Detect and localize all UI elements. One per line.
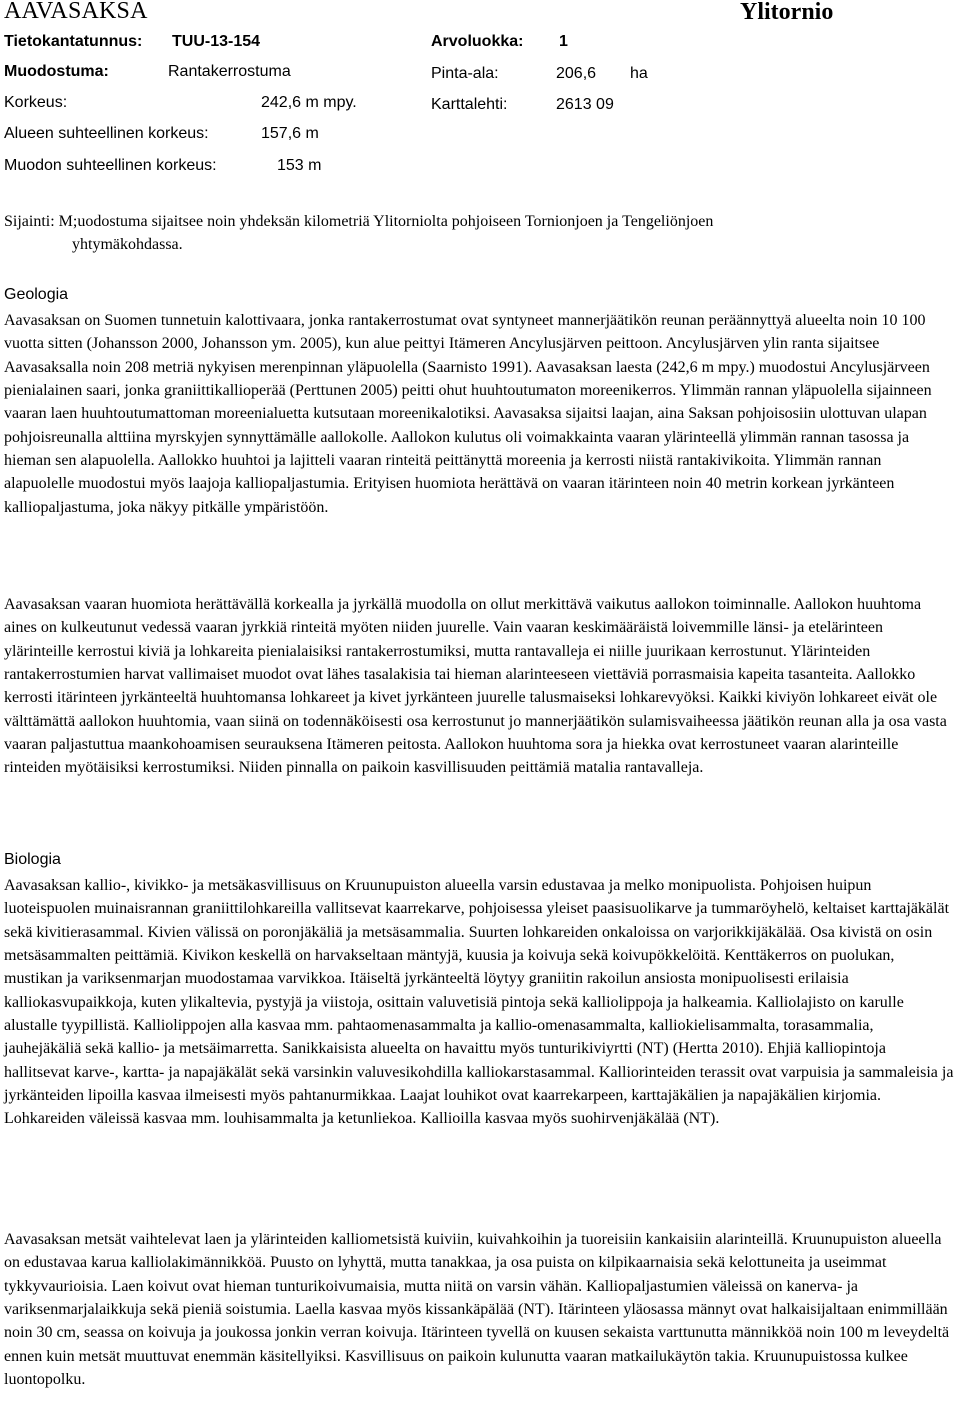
relative-height-value: 157,6 m [261,125,319,142]
biology-paragraph-2: Aavasaksan metsät vaihtelevat laen ja ylärinteiden kalliometsistä kuiviin, kuivahkoihin ja tuoreisiin kankaisiin alarinteillä. Kruunupuiston alueella on edustavaa karua kalliolakimännikköä. Puusto on lyhyttä, mutta tanakkaa, ja osa puista on kilpikaarnaisia sekä kelottuneita ja useimmat tykkyvaurioisia. Laen koivut ovat hieman tunturikoivumaisia, mutta niitä on varsin vähän. Kalliopaljastumien väleissä on kanerva- ja variksenmarjalaikkuja sekä pieniä soistumia. Laella kasvaa myös kissankäpälää (NT). Itärinteen yläosassa männyt ovat halkaisijaltaan enimmillään noin 30 cm, seassa on koivuja ja joukossa jonkin verran koivuja. Itärinteen tyvellä on kuusen sekaista varttunutta männikköä noin 100 m leveydeltä ennen kuin metsät muuttuvat enemmän käsitellyiksi. Kasvillisuus on paikoin kulunutta vaaran matkailukäytön takia. Kruunupuistossa kulkee luontopolku. [4,1231,950,1389]
area-value: 206,6 [556,65,597,82]
height-label: Korkeus: [4,94,68,111]
area-label: Pinta-ala: [431,65,499,82]
biology-heading: Biologia [4,851,61,868]
relative-height-label: Alueen suhteellinen korkeus: [4,125,209,142]
class-label: Arvoluokka: [431,33,524,50]
formation-label: Muodostuma: [4,63,109,80]
form-relative-height-label: Muodon suhteellinen korkeus: [4,157,217,174]
geology-paragraph-2: Aavasaksan vaaran huomiota herättävällä korkealla ja jyrkällä muodolla on ollut merkittävä vaikutus aallokon toiminnalle. Aallokon huuhtoma aines on kulkeutunut vedessä vaaran jyrkkiä rinteitä myöten niiden juurelle. Vain vaaran keskimääräistä loivemmille länsi- ja etelärinteen ylärinteille kerrostui kiviä ja lohkareita pienialaisiksi rantakerrostumiksi, mutta rantavalleja ei niille juurikaan kerrostunut. Ylärinteiden rantakerrostumien harvat vallimaiset muodot ovat lähes tasalakisia tai hieman alarinteeseen viettäviä porrasmaisia kapeita tasanteita. Aallokko kerrosti itärinteen jyrkänteeltä huuhtomansa lohkareet ja kivet jyrkänteen juurelle talusmaiseksi lohkarevyöksi. Kaikki kiviyön lohkareet eivät ole välttämättä aallokon huuhtomia, vaan siinä on todennäköisesti osa kerrostunut jo mannerjäätikön sulamisvaiheessa jäätikön reunan alla ja osa vasta vaaran paljastuttua maankohoamisen seurauksena Itämeren peitosta. Aallokon huuhtoma sora ja hiekka ovat kerrostuneet vaaran alarinteille rinteiden myötäisiksi kerrostumiksi. Niiden pinnalla on paikoin kasvillisuuden peittämiä matalia rantavalleja. [4,596,947,777]
form-relative-height-value: 153 m [277,157,322,174]
db-id-value: TUU-13-154 [172,33,261,50]
geology-heading: Geologia [4,286,69,303]
page-title: AAVASAKSA [4,0,148,24]
location-line-2: yhtymäkohdassa. [72,236,183,253]
biology-paragraph-1: Aavasaksan kallio-, kivikko- ja metsäkasvillisuus on Kruunupuiston alueella varsin edustavaa ja melko monipuolista. Pohjoisen huipun luoteispuolen muinaisrannan graniittilohkareilla vallitsevat kaarrekarve, pohjoisessa yleiset paasisuolikarve ja tummaröyhelö, keltaiset karttajäkälät sekä kivitierasammal. Kivien välissä on poronjäkäliä ja metsäsammalia. Suurten lohkareiden onkaloissa on varjorikkijäkälää. Osa kivistä on osin metsäsammalten peittämiä. Kivikon keskellä on harvakseltaan mäntyjä, kuusia ja koivuja sekä koivupökkelöitä. Kenttäkerros on puolukan, mustikan ja variksenmarjan muodostamaa varvikkoa. Itäiseltä jyrkänteeltä löytyy graniitin rakoilun ansiosta monipuolisesti erilaisia kalliokasvupaikkoja, kuten ylikaltevia, pystyjä ja viistoja, osittain valuvetisiä pintoja sekä kalliolippoja ja halkeamia. Kalliolajisto on karulle alustalle tyypillistä. Kalliolippojen alla kasvaa mm. pahtaomenasammalta ja kallio-omenasammalta, kalliokielisammalta, torasammalia, jauhejäkäliä sekä kallio- ja metsäimarretta. Sanikkaisista alueelta on havaittu myös tunturikiviyrtti (NT) (Hertta 2010). Ehjiä kalliopintoja hallitsevat karve-, kartta- ja napajäkälät sekä varsinkin valuvesikohdilla kalliokarstasammal. Kalliorinteiden terassit ovat varpuisia ja sammaleisia ja jyrkänteiden lipoilla kasvaa ilmeisesti myös pahtanurmikkaa. Laajat louhikot ovat kaarrekarpeen, karttajäkälien ja napajäkälien kirjomia. Lohkareiden väleissä kasvaa mm. louhisammalta ja ketunliekoa. Kallioilla kasvaa myös suohirvenjäkälää (NT). [4,877,954,1128]
map-sheet-label: Karttalehti: [431,96,508,113]
height-value: 242,6 m mpy. [261,94,357,111]
map-sheet-value: 2613 09 [556,96,614,113]
geology-paragraph-1: Aavasaksan on Suomen tunnetuin kalottivaara, jonka rantakerrostumat ovat syntyneet mannerjäätikön reunan peräännyttyä alueelta noin 10 100 vuotta sitten (Johansson 2000, Johansson ym. 2005), kun alue peittyi Itämeren Ancylusjärven peittoon. Ancylusjärven ylin ranta sijaitsee Aavasaksalla noin 208 metriä nykyisen merenpinnan yläpuolella (Saarnisto 1991). Aavasaksan laesta (242,6 m mpy.) muodostui Ancylusjärveen pienialainen saari, jonka graniittikallioperää (Perttunen 2005) peitti ohut huuhtoutumaton moreenikerros. Ylimmän rannan yläpuolella sijainneen vaaran laen huuhtoutumattoman moreenialuetta kutsutaan moreenikalotiksi. Aavasaksa sijaitsi laajan, aina Saksan pohjoisosiin ulottuvan ulapan pohjoisreunalla alttiina myrskyjen synnyttämälle aallokolle. Aallokon kulutus oli voimakkainta vaaran ylärinteellä ylimmän rannan tasossa ja hieman sen alapuolella. Aallokko huuhtoi ja lajitteli vaaran rinteitä peittänyttä moreenia ja kerrosti niistä rantakivikoita. Ylimmän rannan alapuolelle muodostui myös laajoja kalliopaljastumia. Erityisen huomiota herättävä on vaaran itärinteen noin 40 metrin korkean jyrkänteen kalliopaljastuma, joka näkyy pitkälle ympäristöön. [4,312,932,516]
municipality-name: Ylitornio [740,0,834,25]
class-value: 1 [559,33,568,50]
formation-value: Rantakerrostuma [168,63,291,80]
area-unit: ha [630,65,648,82]
db-id-label: Tietokantatunnus: [4,33,143,50]
location-line-1: Sijainti: M;uodostuma sijaitsee noin yhdeksän kilometriä Ylitorniolta pohjoiseen Tornionjoen ja Tengeliönjoen [4,213,714,230]
location-text [4,210,954,256]
